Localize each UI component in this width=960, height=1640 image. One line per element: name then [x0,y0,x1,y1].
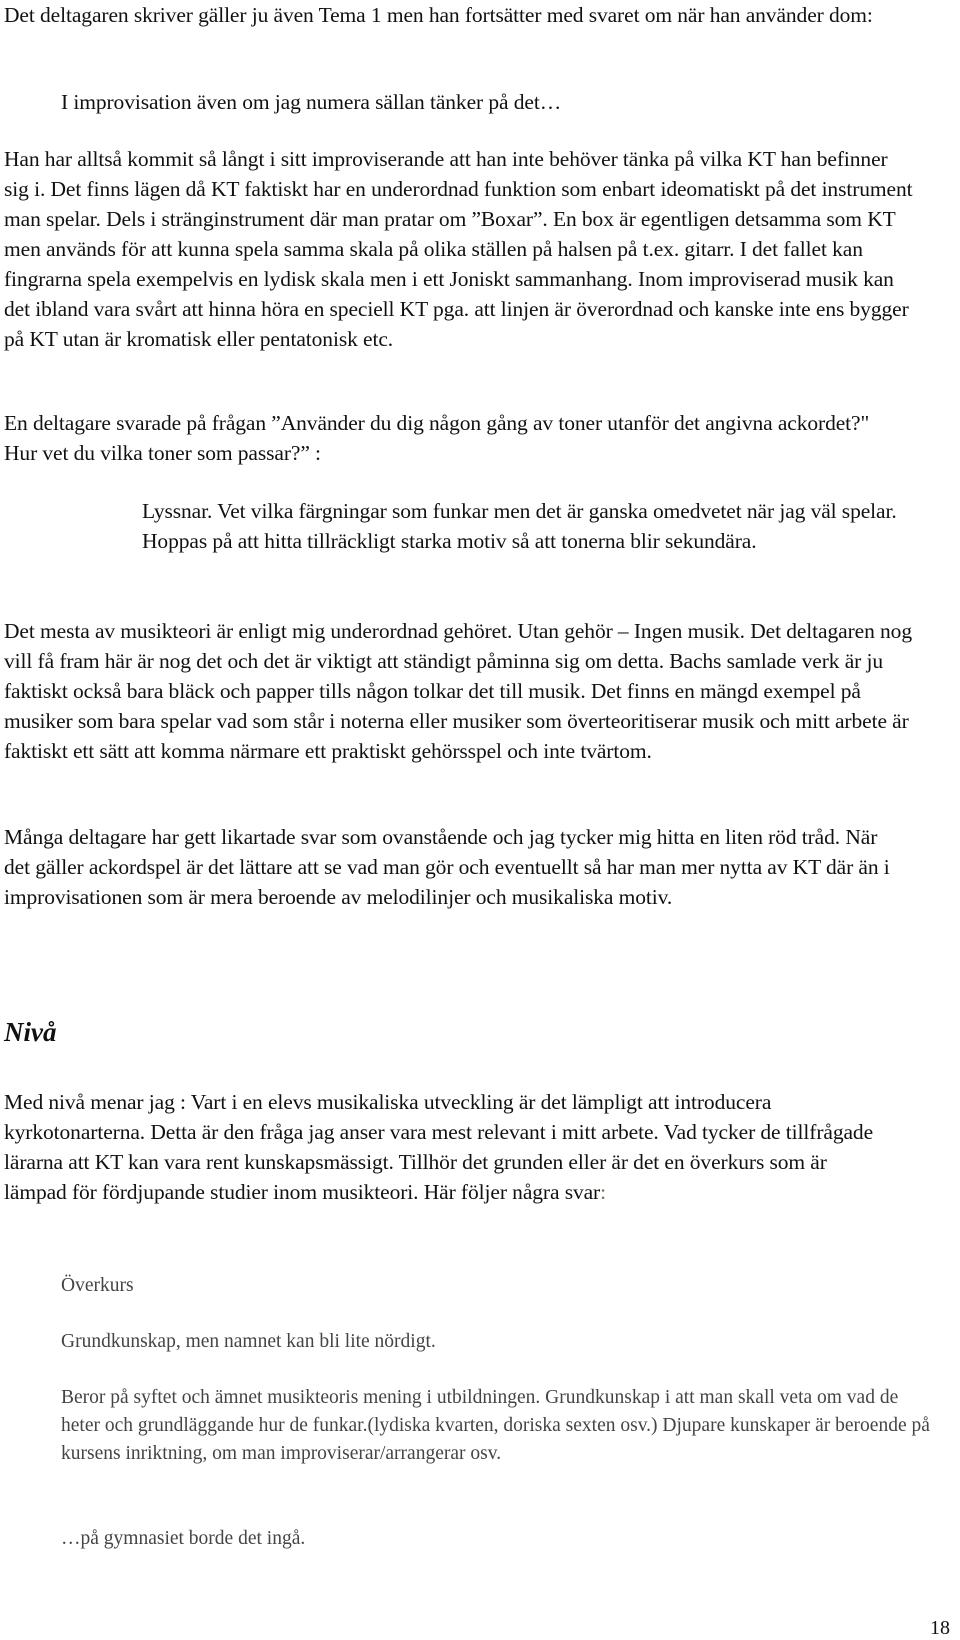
answer-overkurs: Överkurs [61,1275,134,1296]
answer-beror: Beror på syftet och ämnet musikteoris mening i utbildningen. Grundkunskap i att man skall veta om vad de heter och grundläggande hur de funkar.(lydiska kvarten, doriska sexten osv.) Djupare kunskaper är beroende på kursens inriktning, om man improviserar/arrangerar osv. [61,1387,930,1464]
quote-improvisation: I improvisation även om jag numera sällan tänker på det… [61,90,562,114]
page-number: 18 [930,1617,950,1639]
paragraph-niva-text: Med nivå menar jag : Vart i en elevs musikaliska utveckling är det lämpligt att introducera kyrkotonarterna. Detta är den fråga jag anser vara mest relevant i mitt arbete. Vad tycker de tillfrågade lärarna att KT kan vara rent kunskapsmässigt. Tillhör det grunden eller är det en överkurs som är lämpad för fördjupande studier inom musikteori. Här följer några svar [4,1090,874,1204]
paragraph-niva-colon: : [600,1180,606,1204]
paragraph-boxes: Han har alltså kommit så långt i sitt improviserande att han inte behöver tänka på vilka KT han befinner sig i. Det finns lägen då KT faktiskt har en underordnad funktion som enbart ideomatiskt på det instrument man spelar. Dels i stränginstrument där man pratar om ”Boxar”. En box är egentligen detsamma som KT men används för att kunna spela samma skala på olika ställen på halsen på t.ex. gitarr. I det fallet kan fingrarna spela exempelvis en lydisk skala men i ett Joniskt sammanhang. Inom improviserad musik kan det ibland vara svårt att hinna höra en speciell KT pga. att linjen är överordnad och kanske inte ens bygger på KT utan är kromatisk eller pentatonisk etc. [4,147,913,351]
paragraph-niva [4,1087,884,1207]
section-heading-niva: Nivå [4,1017,57,1047]
answer-gymnasiet: …på gymnasiet borde det ingå. [61,1528,306,1549]
quote-lyssnar: Lyssnar. Vet vilka färgningar som funkar men det är ganska omedvetet när jag väl spelar. Hoppas på att hitta tillräckligt starka motiv så att tonerna blir sekundära. [142,499,897,553]
answer-grundkunskap: Grundkunskap, men namnet kan bli lite nördigt. [61,1331,436,1352]
paragraph-question: En deltagare svarade på frågan ”Använder du dig någon gång av toner utanför det angivna ackordet?" Hur vet du vilka toner som passar?” : [4,411,870,465]
paragraph-gehor: Det mesta av musikteori är enligt mig underordnad gehöret. Utan gehör – Ingen musik. Det deltagaren nog vill få fram här är nog det och det är viktigt att ständigt påminna sig om detta. Bachs samlade verk är ju faktiskt också bara bläck och papper tills någon tolkar det till musik. Det finns en mängd exempel på musiker som bara spelar vad som står i noterna eller musiker som överteoritiserar musik och mitt arbete är faktiskt ett sätt att komma närmare ett praktiskt gehörsspel och inte tvärtom. [4,619,912,763]
paragraph-intro: Det deltagaren skriver gäller ju även Tema 1 men han fortsätter med svaret om när han använder dom: [4,3,873,27]
paragraph-rod-trad: Många deltagare har gett likartade svar som ovanstående och jag tycker mig hitta en liten röd tråd. När det gäller ackordspel är det lättare att se vad man gör och eventuellt så har man mer nytta av KT där än i improvisationen som är mera beroende av melodilinjer och musikaliska motiv. [4,825,890,909]
